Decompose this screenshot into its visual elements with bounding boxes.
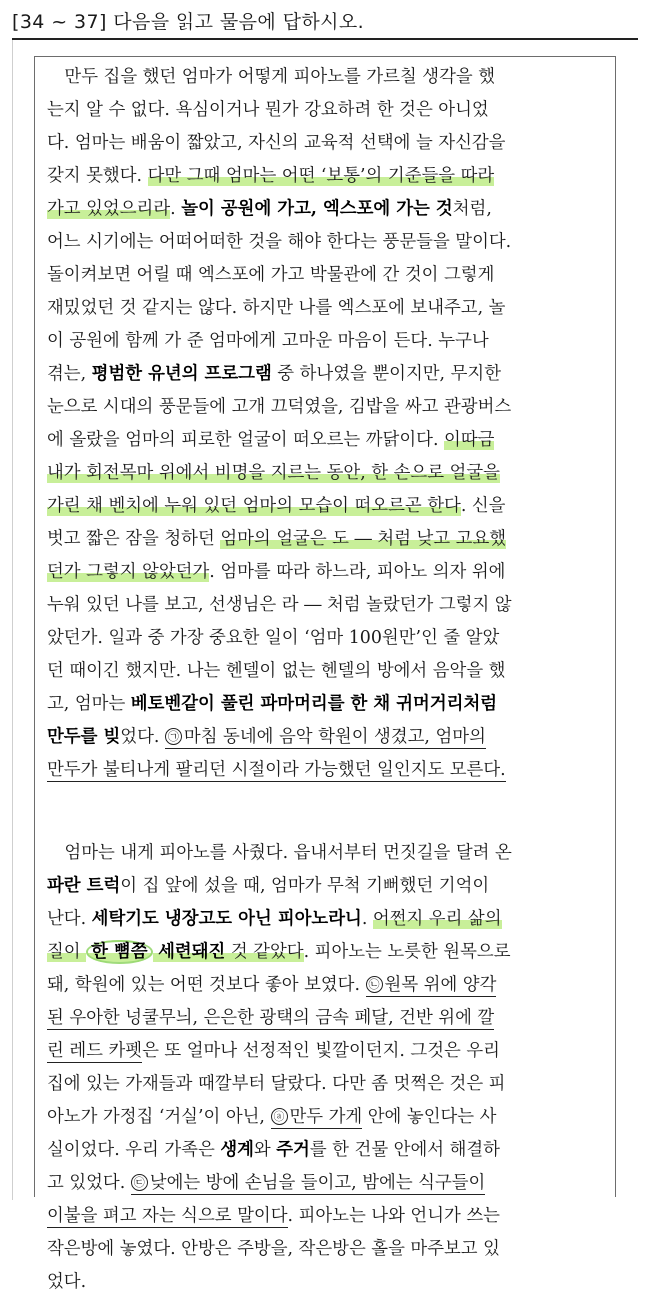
- passage-line: 실이었다. 우리 가족은 생계와 주거를 한 건물 안에서 해결하: [47, 1140, 500, 1160]
- passage-line: 파란 트럭이 집 앞에 섰을 때, 엄마가 무척 기뻐했던 기억이: [47, 876, 490, 896]
- highlighted-phrase: 엄마의 얼굴은 도 ― 처럼 낮고 고요했: [220, 529, 507, 549]
- bold-phrase: 생계: [220, 1140, 254, 1160]
- underlined-phrase-3-cont: 이불을 펴고 자는 식으로 말이다: [47, 1206, 288, 1226]
- question-header-text: [34 ~ 37] 다음을 읽고 물음에 답하시오.: [12, 11, 365, 33]
- passage-line: 돌이켜보면 어릴 때 엑스포에 가고 박물관에 간 것이 그렇게: [47, 265, 495, 285]
- passage-line: 만두를 빚었다. ㉠ 마침 동네에 음악 학원이 생겼고, 엄마의: [47, 727, 486, 747]
- passage-line: 난다. 세탁기도 냉장고도 아닌 피아노라니. 어쩐지 우리 삶의: [47, 909, 502, 929]
- passage-line: 눈으로 시대의 풍문들에 고개 끄덕였을, 김밥을 싸고 관광버스: [47, 397, 512, 417]
- passage-line: 는지 알 수 없다. 욕심이거나 뭔가 강요하려 한 것은 아니었: [47, 100, 489, 120]
- marker-circle-a: ⓐ: [271, 1108, 288, 1125]
- passage-line: 이불을 펴고 자는 식으로 말이다. 피아노는 나와 언니가 쓰는: [47, 1206, 500, 1226]
- marker-circle-1: ㉠: [165, 728, 182, 745]
- bold-phrase: 베토벤같이 풀린 파마머리를 한 채 귀머거리처럼: [130, 694, 498, 714]
- question-header: [12, 2, 638, 40]
- passage-line: 재밌었던 것 같지는 않다. 하지만 나를 엑스포에 보내주고, 놀: [47, 298, 506, 318]
- highlighted-phrase: 가린 채 벤치에 누워 있던 엄마의 모습이 떠오르곤 한다: [47, 496, 461, 516]
- marker-circle-2: ㉡: [366, 976, 383, 993]
- underlined-phrase-2-cont: 린 레드 카펫: [47, 1041, 143, 1061]
- underlined-phrase-1-cont: 만두가 불티나게 팔리던 시절이라 가능했던 일인지도 모른다.: [47, 760, 506, 780]
- passage-line: 엄마는 내게 피아노를 사줬다. 읍내서부터 먼짓길을 달려 온: [64, 843, 512, 863]
- passage-line: [47, 1002, 601, 1035]
- passage-line: 이 공원에 함께 가 준 엄마에게 고마운 마음이 든다. 누구나: [47, 331, 489, 351]
- passage-line: 가고 있었으리라. 놀이 공원에 가고, 엑스포에 가는 것처럼,: [47, 199, 492, 219]
- circled-phrase: 한 뼘쯤: [86, 940, 152, 964]
- page-edge-line: [12, 40, 13, 1200]
- passage-line: 어느 시기에는 어떠어떠한 것을 해야 한다는 풍문들을 말이다.: [47, 232, 512, 252]
- bold-phrase: 놀이 공원에 가고, 엑스포에 가는 것: [181, 199, 453, 219]
- passage-line: 고, 엄마는 베토벤같이 풀린 파마머리를 한 채 귀머거리처럼: [47, 694, 498, 714]
- bold-phrase: 세탁기도 냉장고도 아닌 피아노라니: [91, 909, 362, 929]
- passage-line: 고 있었다. ㉢ 낮에는 방에 손님을 들이고, 밤에는 식구들이: [47, 1173, 486, 1193]
- passage-line: 던 때이긴 했지만. 나는 헨델이 없는 헨델의 방에서 음악을 했: [47, 661, 506, 681]
- header-rule: [12, 38, 638, 40]
- passage-line: 갖지 못했다. 다만 그때 엄마는 어떤 ‘보통’의 기준들을 따라: [47, 166, 495, 186]
- reading-passage: [34, 56, 616, 1292]
- highlighted-phrase: 질이: [47, 942, 87, 962]
- passage-line: 벗고 짧은 잠을 청하던 엄마의 얼굴은 도 ― 처럼 낮고 고요했: [47, 529, 507, 549]
- bold-phrase: 파란 트럭: [47, 876, 121, 896]
- underlined-phrase-2: ㉡ 원목 위에 양각: [366, 975, 497, 997]
- passage-line: [47, 457, 601, 490]
- passage-line: [47, 754, 601, 787]
- bold-phrase: 주거: [276, 1140, 310, 1160]
- passage-line: 집에 있는 가재들과 때깔부터 달랐다. 다만 좀 멋쩍은 것은 피: [47, 1074, 506, 1094]
- bold-phrase: 만두를 빚: [47, 727, 121, 747]
- highlighted-phrase: 다만 그때 엄마는 어떤 ‘보통’의 기준들을 따라: [147, 166, 495, 186]
- highlighted-phrase: 내가 회전목마 위에서 비명을 지르는 동안, 한 손으로 얼굴을: [47, 463, 500, 483]
- underlined-phrase-a: ⓐ 만두 가게: [271, 1107, 363, 1129]
- highlighted-phrase: 이따금: [444, 430, 495, 450]
- bold-phrase: 세련돼진: [158, 942, 226, 962]
- underlined-phrase-2-cont: 된 우아한 넝쿨무늬, 은은한 광택의 금속 페달, 건반 위에 깔: [47, 1008, 495, 1028]
- passage-line: 었다.: [47, 1272, 87, 1292]
- passage-line: 돼, 학원에 있는 어떤 것보다 좋아 보였다. ㉡ 원목 위에 양각: [47, 975, 497, 995]
- passage-line: 던가 그렇지 않았던가. 엄마를 따라 하느라, 피아노 의자 위에: [47, 562, 506, 582]
- passage-line: 아노가 가정집 ‘거실’이 아닌, ⓐ 만두 가게 안에 놓인다는 사: [47, 1107, 497, 1127]
- underlined-phrase-1: ㉠ 마침 동네에 음악 학원이 생겼고, 엄마의: [165, 727, 486, 749]
- highlighted-phrase: 던가 그렇지 않았던가: [47, 562, 210, 582]
- passage-line: 질이 한 뼘쯤 세련돼진 것 같았다. 피아노는 노릇한 원목으로: [47, 942, 511, 962]
- bold-phrase: 평범한 유년의 프로그램: [91, 364, 272, 384]
- highlighted-phrase: 어쩐지 우리 삶의: [372, 909, 502, 929]
- passage-line: 만두 집을 했던 엄마가 어떻게 피아노를 가르칠 생각을 했: [64, 67, 496, 87]
- passage-line: 았던가. 일과 중 가장 중요한 일이 ‘엄마 100원만’인 줄 알았: [47, 628, 500, 648]
- passage-line: 린 레드 카펫은 또 얼마나 선정적인 빛깔이던지. 그것은 우리: [47, 1041, 500, 1061]
- passage-line: 에 올랐을 엄마의 피로한 얼굴이 떠오르는 까닭이다. 이따금: [47, 430, 495, 450]
- highlighted-phrase: 가고 있었으리라: [47, 199, 171, 219]
- underlined-phrase-3: ㉢ 낮에는 방에 손님을 들이고, 밤에는 식구들이: [131, 1173, 486, 1195]
- passage-line: 누워 있던 나를 보고, 선생님은 라 ― 처럼 놀랐던가 그렇지 않: [47, 595, 512, 615]
- passage-line: 다. 엄마는 배움이 짧았고, 자신의 교육적 선택에 늘 자신감을: [47, 133, 506, 153]
- passage-line: 가린 채 벤치에 누워 있던 엄마의 모습이 떠오르곤 한다. 신을: [47, 496, 506, 516]
- passage-line: 작은방에 놓였다. 안방은 주방을, 작은방은 홀을 마주보고 있: [47, 1239, 500, 1259]
- passage-line: 겪는, 평범한 유년의 프로그램 중 하나였을 뿐이지만, 무지한: [47, 364, 501, 384]
- marker-circle-3: ㉢: [131, 1174, 148, 1191]
